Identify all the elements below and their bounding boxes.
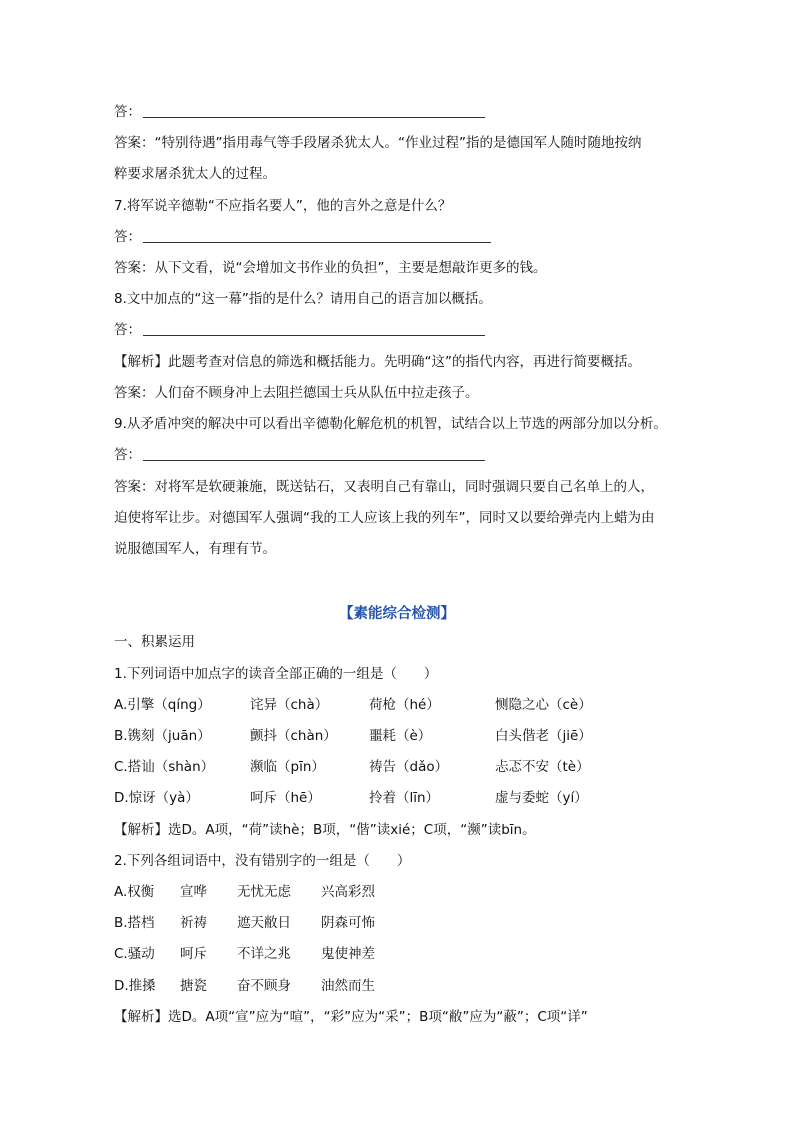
question-7: 7.将军说辛德勒“不应指名要人”，他的言外之意是什么？ bbox=[114, 198, 452, 214]
option-b-2: 祈祷 bbox=[180, 915, 207, 931]
answer-text: 答案：“特别待遇”指用毒气等手段屠杀犹太人。“作业过程”指的是德国军人随时随地按纳 bbox=[114, 135, 642, 151]
option-c-3: 不详之兆 bbox=[237, 946, 291, 962]
option-c-2: 濒临（pīn） bbox=[250, 759, 325, 775]
option-d-2: 呵斥（hē） bbox=[250, 790, 321, 806]
answer-underline bbox=[143, 460, 485, 461]
option-b-3: 遮天敝日 bbox=[237, 915, 291, 931]
answer-label: 答： bbox=[114, 447, 141, 463]
answer-label: 答： bbox=[114, 322, 141, 338]
answer-text: 答案：对将军是软硬兼施，既送钻石，又表明自己有靠山，同时强调只要自己名单上的人， bbox=[114, 479, 654, 495]
option-b-4: 阴森可怖 bbox=[321, 915, 375, 931]
option-a-4: 兴高彩烈 bbox=[321, 884, 375, 900]
section-title: 【素能综合检测】 bbox=[339, 606, 455, 622]
option-a-4: 恻隐之心（cè） bbox=[495, 697, 592, 713]
option-b-4: 白头偕老（jiē） bbox=[495, 728, 592, 744]
option-a-2: 诧异（chà） bbox=[250, 697, 329, 713]
option-d-2: 搪瓷 bbox=[180, 978, 207, 994]
question-8: 8.文中加点的“这一幕”指的是什么？请用自己的语言加以概括。 bbox=[114, 291, 492, 307]
option-d-4: 虚与委蛇（yí） bbox=[495, 790, 588, 806]
option-c-4: 鬼使神差 bbox=[321, 946, 375, 962]
option-c-2: 呵斥 bbox=[180, 946, 207, 962]
option-a-1: A.引擎（qíng） bbox=[114, 697, 211, 713]
option-d-3: 拎着（līn） bbox=[369, 790, 440, 806]
option-a-1: A.权衡 bbox=[114, 884, 155, 900]
answer-blank-line bbox=[114, 446, 485, 464]
option-c-1: C.搭讪（shàn） bbox=[114, 759, 215, 775]
option-d-1: D.惊讶（yà） bbox=[114, 790, 199, 806]
answer-text: 说服德国军人，有理有节。 bbox=[114, 541, 276, 557]
answer-underline bbox=[143, 335, 485, 336]
question-1: 1.下列词语中加点字的读音全部正确的一组是（ ） bbox=[114, 666, 438, 682]
option-b-1: B.搭档 bbox=[114, 915, 155, 931]
option-a-3: 荷枪（hé） bbox=[369, 697, 440, 713]
option-b-2: 颤抖（chàn） bbox=[250, 728, 337, 744]
analysis-text: 【解析】选D。A项“宣”应为“喧”，“彩”应为“采”；B项“敝”应为“蔽”；C项“详” bbox=[114, 1009, 588, 1025]
answer-underline bbox=[143, 117, 485, 118]
answer-blank-line bbox=[114, 321, 485, 339]
option-d-3: 奋不顾身 bbox=[237, 978, 291, 994]
option-c-1: C.骚动 bbox=[114, 946, 155, 962]
option-c-4: 忐忑不安（tè） bbox=[495, 759, 590, 775]
answer-text: 粹要求屠杀犹太人的过程。 bbox=[114, 166, 276, 182]
option-b-3: 噩耗（è） bbox=[369, 728, 432, 744]
analysis-text: 【解析】选D。A项，“荷”读hè；B项，“偕”读xié；C项，“濒”读bīn。 bbox=[114, 822, 536, 838]
answer-text: 迫使将军让步。对德国军人强调“我的工人应该上我的列车”，同时又以要给弹壳内上蜡为由 bbox=[114, 510, 655, 526]
analysis-text: 【解析】此题考查对信息的筛选和概括能力。先明确“这”的指代内容，再进行简要概括。 bbox=[114, 354, 641, 370]
answer-blank-line bbox=[114, 228, 491, 246]
answer-underline bbox=[143, 242, 491, 243]
answer-text: 答案：从下文看，说“会增加文书作业的负担”，主要是想敲诈更多的钱。 bbox=[114, 260, 547, 276]
answer-text: 答案：人们奋不顾身冲上去阻拦德国士兵从队伍中拉走孩子。 bbox=[114, 385, 479, 401]
question-9: 9.从矛盾冲突的解决中可以看出辛德勒化解危机的机智，试结合以上节选的两部分加以分析。 bbox=[114, 416, 667, 432]
part-heading: 一、积累运用 bbox=[114, 634, 195, 650]
option-a-3: 无忧无虑 bbox=[237, 884, 291, 900]
option-a-2: 宣哗 bbox=[180, 884, 207, 900]
option-d-4: 油然而生 bbox=[321, 978, 375, 994]
option-b-1: B.镌刻（juān） bbox=[114, 728, 211, 744]
answer-label: 答： bbox=[114, 229, 141, 245]
answer-label: 答： bbox=[114, 104, 141, 120]
option-d-1: D.推搡 bbox=[114, 978, 156, 994]
question-2: 2.下列各组词语中，没有错别字的一组是（ ） bbox=[114, 853, 411, 869]
answer-blank-line bbox=[114, 103, 485, 121]
option-c-3: 祷告（dǎo） bbox=[369, 759, 449, 775]
